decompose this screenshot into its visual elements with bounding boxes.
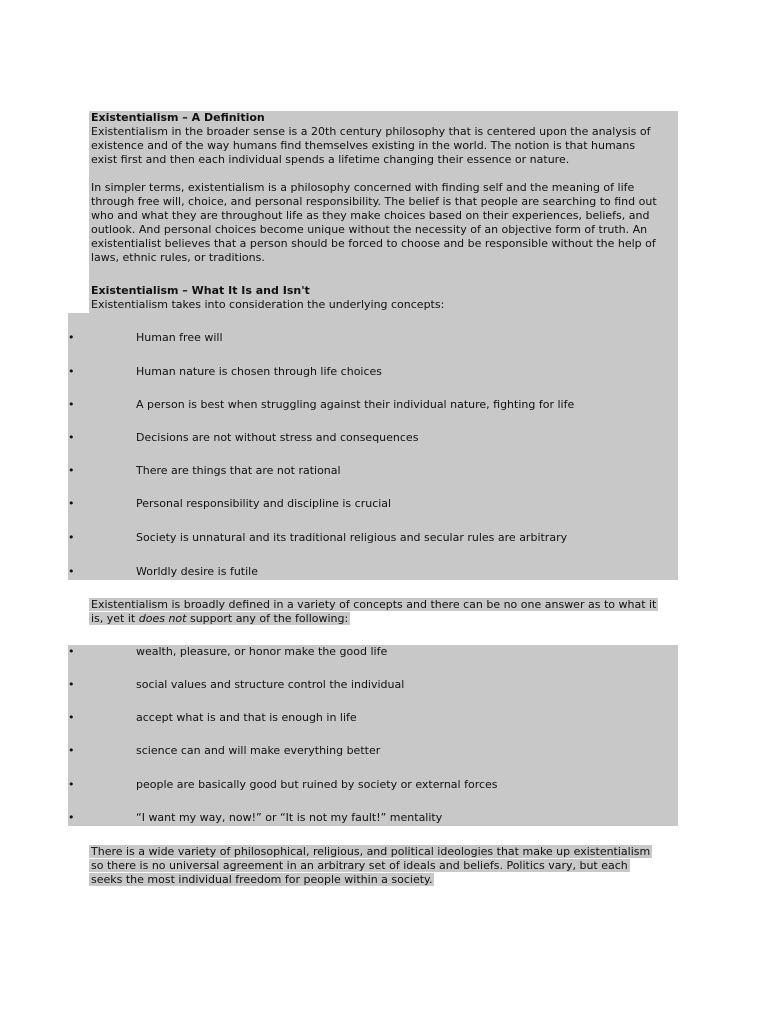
bullet-icon: • (68, 744, 75, 757)
list-item-text: wealth, pleasure, or honor make the good life (136, 645, 388, 658)
list-item-text: Decisions are not without stress and consequences (136, 431, 419, 444)
list-item-text: social values and structure control the individual (136, 678, 405, 691)
list-item (68, 711, 678, 725)
text-line: outlook. And personal choices become unique without the necessity of an objective form of truth. An (91, 223, 648, 236)
list-item-text: people are basically good but ruined by society or external forces (136, 778, 498, 791)
concepts-intro: Existentialism takes into consideration the underlying concepts: (91, 298, 445, 311)
text-line: seeks the most individual freedom for people within a society. (91, 873, 433, 886)
text-line (89, 612, 350, 625)
list-item-text: Personal responsibility and discipline is crucial (136, 497, 392, 510)
text-line: who and what they are throughout life as they make choices based on their experiences, beliefs, and (91, 209, 650, 222)
list-item (68, 398, 678, 412)
list-item (68, 431, 678, 445)
text-line: Existentialism in the broader sense is a 20th century philosophy that is centered upon the analysis of (91, 125, 651, 138)
list-item-text: Human nature is chosen through life choices (136, 365, 383, 378)
text-line: There is a wide variety of philosophical, religious, and political ideologies that make up existentialism (91, 845, 651, 858)
not-supported-list (68, 645, 678, 826)
text-line: exist first and then each individual spends a lifetime changing their essence or nature. (91, 153, 570, 166)
bullet-icon: • (68, 331, 75, 344)
list-item (68, 778, 678, 792)
bullet-icon: • (68, 811, 75, 824)
section-heading-what-it-is: Existentialism – What It Is and Isn't (91, 284, 310, 297)
list-item-text: Worldly desire is futile (136, 565, 258, 578)
list-item-text: “I want my way, now!” or “It is not my fault!” mentality (136, 811, 443, 824)
text-line: Existentialism is broadly defined in a variety of concepts and there can be no one answer as to what it (91, 598, 657, 611)
list-item-text: A person is best when struggling against their individual nature, fighting for life (136, 398, 575, 411)
definition-paragraph-1 (91, 125, 676, 167)
section-heading-definition: Existentialism – A Definition (91, 111, 265, 124)
bullet-icon: • (68, 365, 75, 378)
list-item (68, 678, 678, 692)
list-item (68, 811, 678, 825)
list-item (68, 744, 678, 758)
bullet-icon: • (68, 711, 75, 724)
text-line: laws, ethnic rules, or traditions. (91, 251, 265, 264)
bullet-icon: • (68, 431, 75, 444)
list-item-text: science can and will make everything better (136, 744, 381, 757)
list-item (68, 531, 678, 545)
text-line: existence and of the way humans find themselves existing in the world. The notion is that humans (91, 139, 636, 152)
list-item-text: There are things that are not rational (136, 464, 341, 477)
list-item (68, 645, 678, 659)
what-it-is-section (89, 284, 678, 314)
list-item (68, 497, 678, 511)
bullet-icon: • (68, 778, 75, 791)
list-item (68, 331, 678, 345)
list-item (68, 565, 678, 579)
bullet-icon: • (68, 678, 75, 691)
list-item-text: Society is unnatural and its traditional religious and secular rules are arbitrary (136, 531, 568, 544)
text-line: so there is no universal agreement in an arbitrary set of ideals and beliefs. Politics vary, but each (91, 859, 628, 872)
text-line: through free will, choice, and personal responsibility. The belief is that people are searching to find out (91, 195, 657, 208)
bullet-icon: • (68, 565, 75, 578)
list-item (68, 464, 678, 478)
text-line: existentialist believes that a person should be forced to choose and be responsible without the help of (91, 237, 656, 250)
emphasis-text: does not (138, 612, 187, 625)
text-fragment: is, yet it (91, 612, 139, 625)
bullet-icon: • (68, 464, 75, 477)
bullet-icon: • (68, 531, 75, 544)
list-item-text: accept what is and that is enough in life (136, 711, 357, 724)
list-item-text: Human free will (136, 331, 223, 344)
bullet-icon: • (68, 398, 75, 411)
concepts-list (68, 313, 678, 580)
text-fragment: support any of the following: (186, 612, 349, 625)
definition-section (89, 111, 678, 298)
text-line: In simpler terms, existentialism is a philosophy concerned with finding self and the meaning of life (91, 181, 635, 194)
definition-paragraph-2 (91, 181, 676, 265)
list-item (68, 365, 678, 379)
closing-paragraph (89, 845, 679, 887)
bullet-icon: • (68, 497, 75, 510)
does-not-support-paragraph (89, 598, 679, 626)
bullet-icon: • (68, 645, 75, 658)
